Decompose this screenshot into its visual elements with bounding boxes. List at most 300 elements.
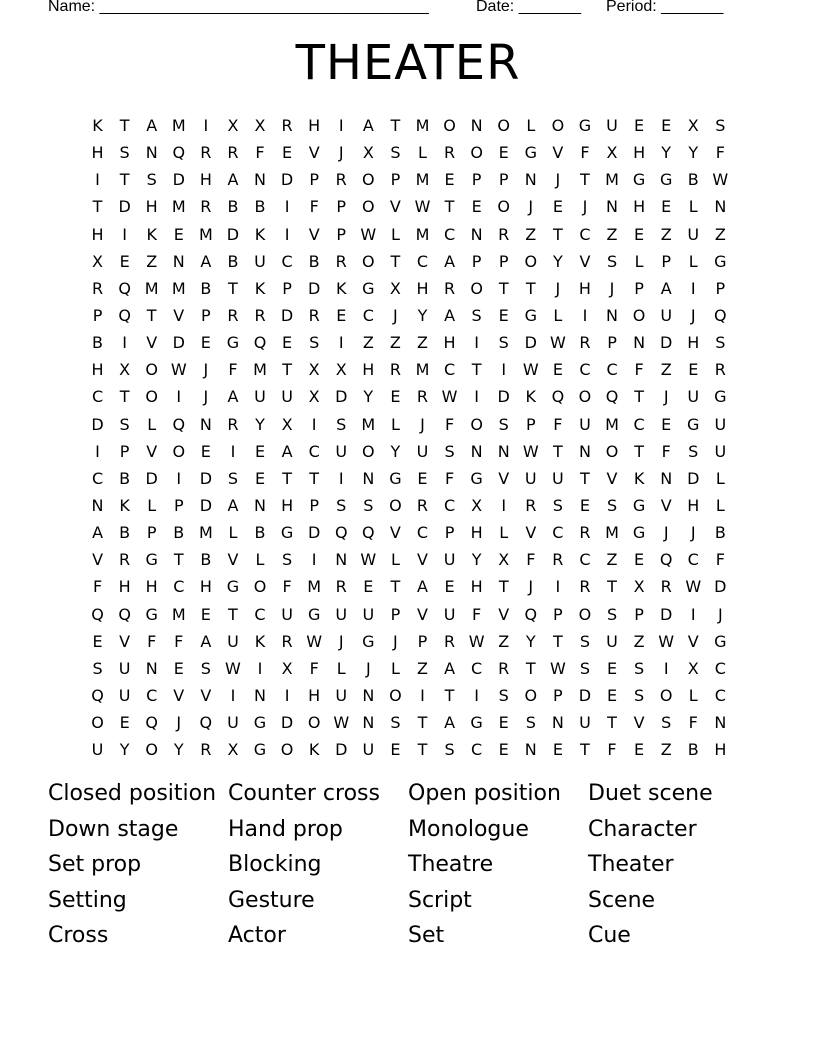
grid-letter: X bbox=[254, 116, 266, 135]
grid-letter: R bbox=[416, 387, 429, 407]
grid-letter: N bbox=[470, 116, 483, 135]
grid-letter: V bbox=[308, 143, 320, 163]
grid-letter: U bbox=[227, 713, 239, 733]
grid-letter: K bbox=[254, 278, 266, 298]
grid-letter: O bbox=[497, 116, 510, 135]
grid-letter: I bbox=[690, 278, 696, 298]
grid-letter: P bbox=[661, 251, 671, 271]
grid-letter: B bbox=[227, 197, 239, 217]
grid-letter: A bbox=[362, 116, 374, 135]
grid-letter: C bbox=[416, 251, 429, 271]
grid-letter: D bbox=[335, 740, 348, 760]
grid-letter: I bbox=[501, 495, 507, 515]
grid-letter: S bbox=[634, 685, 645, 705]
grid-letter: T bbox=[309, 468, 320, 488]
grid-letter: H bbox=[687, 495, 700, 515]
grid-letter: A bbox=[92, 523, 104, 543]
grid-letter: N bbox=[606, 305, 618, 325]
grid-letter: O bbox=[362, 197, 375, 217]
grid-letter: E bbox=[200, 441, 211, 461]
grid-letter: S bbox=[119, 414, 130, 434]
grid-letter: L bbox=[499, 523, 509, 543]
grid-letter: I bbox=[284, 224, 290, 244]
grid-letter: K bbox=[633, 468, 645, 488]
grid-letter: H bbox=[199, 170, 212, 190]
grid-letter: D bbox=[118, 197, 131, 217]
grid-letter: J bbox=[555, 278, 561, 298]
grid-letter: T bbox=[417, 713, 428, 733]
grid-letter: I bbox=[176, 468, 182, 488]
grid-letter: V bbox=[119, 631, 131, 651]
grid-letter: X bbox=[281, 414, 293, 434]
grid-letter: U bbox=[91, 740, 104, 760]
grid-letter: S bbox=[498, 414, 509, 434]
grid-letter: F bbox=[526, 550, 536, 570]
grid-letter: M bbox=[253, 360, 267, 380]
grid-letter: O bbox=[551, 116, 565, 135]
grid-letter: I bbox=[311, 550, 317, 570]
grid-letter: T bbox=[92, 197, 103, 217]
grid-letter: H bbox=[633, 197, 646, 217]
grid-letter: C bbox=[471, 658, 483, 678]
grid-letter: I bbox=[122, 333, 127, 353]
grid-letter: X bbox=[335, 360, 347, 380]
grid-row bbox=[84, 112, 734, 139]
grid-letter: U bbox=[335, 441, 348, 461]
grid-letter: L bbox=[255, 550, 265, 570]
grid-letter: D bbox=[280, 305, 294, 325]
grid-letter: X bbox=[389, 278, 401, 298]
grid-letter: Z bbox=[633, 631, 645, 651]
grid-letter: S bbox=[200, 658, 211, 678]
grid-letter: U bbox=[714, 441, 727, 461]
grid-letter: Z bbox=[498, 631, 510, 651]
word-list-item: Character bbox=[588, 816, 697, 842]
grid-letter: T bbox=[444, 685, 455, 705]
grid-letter: E bbox=[254, 441, 266, 461]
grid-letter: E bbox=[444, 170, 455, 190]
grid-letter: N bbox=[254, 495, 266, 515]
grid-letter: E bbox=[579, 495, 590, 515]
grid-letter: X bbox=[308, 387, 320, 407]
grid-letter: R bbox=[579, 523, 591, 543]
grid-letter: S bbox=[606, 251, 618, 271]
grid-letter: E bbox=[498, 305, 509, 325]
grid-letter: S bbox=[552, 495, 563, 515]
grid-letter: O bbox=[524, 685, 538, 705]
grid-letter: Y bbox=[255, 414, 265, 434]
grid-letter: M bbox=[171, 197, 186, 217]
grid-letter: C bbox=[606, 360, 618, 380]
grid-letter: I bbox=[122, 224, 127, 244]
grid-letter: S bbox=[606, 604, 618, 624]
grid-letter: J bbox=[663, 387, 669, 407]
grid-letter: X bbox=[281, 658, 293, 678]
grid-letter: P bbox=[553, 685, 563, 705]
grid-letter: L bbox=[688, 197, 698, 217]
grid-letter: S bbox=[119, 143, 130, 163]
grid-letter: J bbox=[393, 305, 398, 325]
grid-letter: U bbox=[362, 740, 375, 760]
grid-letter: I bbox=[690, 604, 696, 624]
grid-letter: F bbox=[282, 577, 292, 597]
grid-letter: R bbox=[227, 414, 239, 434]
grid-letter: F bbox=[580, 143, 590, 163]
grid-letter: U bbox=[660, 305, 673, 325]
grid-letter: E bbox=[200, 604, 211, 624]
grid-letter: P bbox=[390, 170, 401, 190]
grid-letter: X bbox=[92, 251, 104, 271]
grid-letter: H bbox=[91, 224, 104, 244]
grid-letter: V bbox=[389, 523, 401, 543]
grid-letter: P bbox=[173, 495, 184, 515]
grid-letter: G bbox=[470, 468, 483, 488]
grid-letter: I bbox=[284, 685, 290, 705]
grid-letter: R bbox=[200, 740, 212, 760]
grid-letter: K bbox=[308, 740, 320, 760]
grid-letter: I bbox=[95, 170, 100, 190]
grid-letter: R bbox=[335, 170, 347, 190]
grid-letter: N bbox=[524, 740, 537, 760]
grid-letter: A bbox=[227, 387, 239, 407]
grid-letter: G bbox=[687, 414, 700, 434]
grid-letter: U bbox=[687, 387, 700, 407]
grid-row bbox=[84, 709, 734, 736]
grid-letter: E bbox=[92, 631, 103, 651]
grid-letter: Q bbox=[253, 333, 267, 353]
grid-row bbox=[84, 546, 734, 573]
grid-letter: D bbox=[714, 577, 727, 597]
grid-letter: Z bbox=[389, 333, 401, 353]
grid-letter: P bbox=[201, 305, 211, 325]
grid-row bbox=[84, 601, 734, 628]
grid-letter: H bbox=[687, 333, 700, 353]
grid-letter: H bbox=[443, 333, 456, 353]
grid-letter: T bbox=[471, 360, 482, 380]
grid-letter: T bbox=[525, 658, 536, 678]
grid-letter: S bbox=[498, 685, 509, 705]
grid-letter: W bbox=[522, 441, 539, 461]
grid-letter: D bbox=[660, 604, 673, 624]
grid-letter: Q bbox=[524, 604, 538, 624]
grid-letter: F bbox=[309, 658, 319, 678]
grid-letter: D bbox=[660, 333, 673, 353]
word-list-item: Theater bbox=[588, 852, 674, 878]
grid-letter: F bbox=[444, 414, 455, 434]
grid-row bbox=[84, 329, 734, 356]
grid-letter: V bbox=[633, 713, 645, 733]
grid-letter: O bbox=[632, 305, 646, 325]
grid-row bbox=[84, 221, 734, 248]
grid-letter: O bbox=[362, 170, 375, 190]
grid-letter: P bbox=[715, 278, 726, 298]
grid-letter: P bbox=[525, 414, 536, 434]
worksheet-header bbox=[0, 0, 816, 20]
grid-letter: U bbox=[227, 631, 239, 651]
grid-letter: J bbox=[338, 143, 344, 163]
grid-letter: O bbox=[389, 495, 402, 515]
grid-row bbox=[84, 139, 734, 166]
grid-letter: F bbox=[688, 713, 698, 733]
grid-letter: I bbox=[284, 197, 290, 217]
grid-letter: E bbox=[417, 468, 428, 488]
grid-letter: P bbox=[471, 251, 482, 271]
grid-letter: S bbox=[715, 333, 726, 353]
grid-row bbox=[84, 383, 734, 410]
grid-letter: E bbox=[606, 658, 618, 678]
grid-letter: C bbox=[362, 305, 374, 325]
grid-row bbox=[84, 438, 734, 465]
grid-letter: A bbox=[444, 305, 456, 325]
grid-letter: P bbox=[336, 197, 347, 217]
grid-letter: B bbox=[687, 170, 699, 190]
grid-letter: Z bbox=[606, 224, 618, 244]
grid-letter: Y bbox=[119, 740, 130, 760]
grid-letter: K bbox=[254, 631, 266, 651]
grid-letter: S bbox=[336, 414, 347, 434]
grid-letter: O bbox=[578, 387, 592, 407]
grid-letter: B bbox=[200, 550, 212, 570]
grid-letter: H bbox=[416, 278, 429, 298]
grid-letter: L bbox=[390, 550, 400, 570]
grid-letter: I bbox=[338, 468, 344, 488]
grid-letter: C bbox=[579, 360, 591, 380]
grid-letter: N bbox=[606, 197, 618, 217]
word-search-grid bbox=[84, 112, 734, 763]
grid-letter: A bbox=[146, 116, 158, 135]
grid-letter: I bbox=[176, 387, 182, 407]
grid-letter: Z bbox=[362, 333, 374, 353]
grid-letter: I bbox=[338, 116, 344, 135]
word-list-item: Closed position bbox=[48, 781, 217, 806]
grid-letter: O bbox=[362, 251, 375, 271]
grid-letter: Y bbox=[471, 550, 482, 570]
grid-letter: V bbox=[92, 550, 104, 570]
grid-letter: Q bbox=[118, 305, 131, 325]
word-list-item: Open position bbox=[408, 781, 561, 806]
grid-letter: G bbox=[578, 116, 592, 135]
grid-letter: J bbox=[528, 577, 534, 597]
grid-letter: G bbox=[632, 170, 646, 190]
grid-letter: P bbox=[498, 251, 509, 271]
grid-letter: E bbox=[390, 387, 401, 407]
grid-letter: Z bbox=[714, 224, 726, 244]
grid-letter: M bbox=[605, 414, 619, 434]
grid-letter: V bbox=[173, 685, 185, 705]
grid-letter: C bbox=[281, 251, 293, 271]
grid-letter: Y bbox=[173, 740, 184, 760]
grid-letter: J bbox=[609, 278, 615, 298]
grid-letter: O bbox=[280, 740, 294, 760]
grid-letter: W bbox=[414, 197, 431, 217]
grid-letter: A bbox=[444, 713, 456, 733]
grid-letter: E bbox=[173, 224, 184, 244]
grid-letter: O bbox=[307, 713, 321, 733]
grid-letter: G bbox=[714, 631, 727, 651]
grid-letter: G bbox=[389, 468, 402, 488]
grid-letter: U bbox=[281, 604, 293, 624]
date-field: Date: _______ bbox=[476, 0, 581, 15]
grid-letter: R bbox=[443, 143, 456, 163]
grid-letter: F bbox=[553, 414, 563, 434]
grid-letter: U bbox=[687, 224, 700, 244]
grid-letter: C bbox=[552, 523, 564, 543]
word-list-item: Set prop bbox=[48, 852, 142, 878]
grid-letter: L bbox=[418, 143, 427, 163]
grid-letter: F bbox=[228, 360, 238, 380]
grid-letter: R bbox=[552, 550, 564, 570]
grid-letter: S bbox=[471, 305, 482, 325]
grid-letter: T bbox=[525, 278, 536, 298]
grid-letter: T bbox=[228, 604, 238, 624]
grid-row bbox=[84, 682, 734, 709]
grid-letter: O bbox=[578, 604, 592, 624]
grid-letter: P bbox=[471, 170, 482, 190]
word-list-item: Down stage bbox=[48, 816, 179, 842]
grid-letter: B bbox=[200, 278, 212, 298]
grid-letter: F bbox=[444, 468, 455, 488]
grid-letter: C bbox=[633, 414, 645, 434]
grid-letter: X bbox=[687, 658, 699, 678]
grid-letter: T bbox=[444, 197, 455, 217]
grid-letter: H bbox=[199, 577, 212, 597]
grid-letter: P bbox=[553, 604, 563, 624]
grid-letter: P bbox=[336, 224, 347, 244]
grid-letter: G bbox=[253, 713, 267, 733]
grid-letter: A bbox=[444, 251, 456, 271]
grid-letter: M bbox=[415, 224, 430, 244]
grid-letter: R bbox=[91, 278, 104, 298]
grid-letter: L bbox=[390, 658, 400, 678]
grid-letter: X bbox=[471, 495, 483, 515]
grid-letter: E bbox=[634, 116, 645, 135]
grid-letter: S bbox=[579, 658, 591, 678]
grid-letter: G bbox=[280, 523, 294, 543]
grid-letter: N bbox=[578, 441, 591, 461]
grid-letter: G bbox=[524, 305, 537, 325]
grid-letter: O bbox=[91, 713, 104, 733]
grid-letter: N bbox=[254, 170, 266, 190]
grid-letter: D bbox=[578, 685, 592, 705]
grid-letter: C bbox=[146, 685, 158, 705]
grid-letter: R bbox=[498, 658, 510, 678]
grid-letter: R bbox=[714, 360, 726, 380]
grid-row bbox=[84, 302, 734, 329]
grid-letter: V bbox=[606, 468, 618, 488]
grid-letter: G bbox=[307, 604, 321, 624]
page-title: THEATER bbox=[295, 35, 521, 91]
grid-letter: G bbox=[362, 278, 375, 298]
grid-letter: S bbox=[363, 495, 374, 515]
grid-letter: O bbox=[253, 577, 267, 597]
grid-letter: L bbox=[553, 305, 563, 325]
grid-letter: S bbox=[336, 495, 347, 515]
grid-letter: M bbox=[605, 170, 619, 190]
grid-letter: S bbox=[606, 495, 618, 515]
word-list-item: Duet scene bbox=[588, 781, 713, 806]
grid-letter: M bbox=[144, 278, 159, 298]
grid-letter: E bbox=[119, 251, 130, 271]
grid-letter: G bbox=[714, 387, 727, 407]
grid-letter: F bbox=[715, 143, 725, 163]
grid-letter: O bbox=[470, 278, 483, 298]
grid-letter: O bbox=[524, 251, 538, 271]
grid-letter: M bbox=[198, 523, 213, 543]
grid-letter: U bbox=[254, 387, 266, 407]
grid-letter: Z bbox=[416, 658, 428, 678]
grid-letter: M bbox=[171, 604, 186, 624]
grid-letter: F bbox=[661, 441, 671, 461]
grid-letter: X bbox=[498, 550, 510, 570]
grid-letter: V bbox=[552, 143, 564, 163]
grid-letter: X bbox=[687, 116, 699, 135]
grid-letter: C bbox=[443, 495, 456, 515]
grid-letter: R bbox=[443, 631, 456, 651]
grid-letter: G bbox=[253, 740, 267, 760]
grid-letter: Q bbox=[551, 387, 565, 407]
grid-letter: U bbox=[416, 441, 429, 461]
grid-letter: T bbox=[580, 740, 590, 760]
grid-letter: T bbox=[607, 577, 617, 597]
grid-letter: F bbox=[92, 577, 103, 597]
grid-letter: J bbox=[690, 523, 696, 543]
grid-letter: E bbox=[282, 333, 293, 353]
grid-letter: N bbox=[524, 170, 537, 190]
grid-letter: G bbox=[524, 143, 537, 163]
grid-letter: V bbox=[525, 523, 537, 543]
grid-letter: V bbox=[146, 441, 158, 461]
grid-letter: O bbox=[470, 414, 483, 434]
grid-letter: Q bbox=[362, 523, 375, 543]
grid-letter: E bbox=[552, 197, 563, 217]
grid-letter: A bbox=[660, 278, 672, 298]
grid-letter: N bbox=[254, 685, 266, 705]
grid-letter: C bbox=[443, 224, 456, 244]
grid-letter: U bbox=[362, 604, 375, 624]
grid-letter: V bbox=[687, 631, 699, 651]
grid-letter: I bbox=[95, 441, 100, 461]
grid-letter: B bbox=[254, 523, 266, 543]
grid-letter: D bbox=[280, 713, 294, 733]
grid-row bbox=[84, 465, 734, 492]
grid-letter: P bbox=[309, 495, 319, 515]
grid-letter: F bbox=[607, 740, 617, 760]
grid-letter: N bbox=[362, 468, 375, 488]
grid-letter: E bbox=[471, 197, 482, 217]
grid-letter: N bbox=[362, 685, 375, 705]
grid-letter: E bbox=[634, 224, 645, 244]
grid-letter: E bbox=[661, 116, 672, 135]
grid-letter: Q bbox=[199, 713, 213, 733]
grid-letter: C bbox=[254, 604, 266, 624]
grid-row bbox=[84, 248, 734, 275]
grid-letter: L bbox=[715, 495, 725, 515]
grid-letter: U bbox=[606, 116, 618, 135]
grid-letter: C bbox=[471, 740, 483, 760]
grid-letter: Q bbox=[172, 414, 186, 434]
grid-letter: W bbox=[685, 577, 702, 597]
grid-letter: X bbox=[308, 360, 320, 380]
grid-letter: E bbox=[634, 550, 645, 570]
grid-letter: R bbox=[308, 305, 320, 325]
grid-letter: H bbox=[633, 143, 646, 163]
grid-letter: H bbox=[308, 116, 321, 135]
grid-letter: D bbox=[308, 523, 321, 543]
grid-letter: N bbox=[91, 495, 104, 515]
grid-letter: R bbox=[335, 251, 347, 271]
grid-letter: M bbox=[415, 360, 430, 380]
grid-letter: I bbox=[311, 414, 317, 434]
